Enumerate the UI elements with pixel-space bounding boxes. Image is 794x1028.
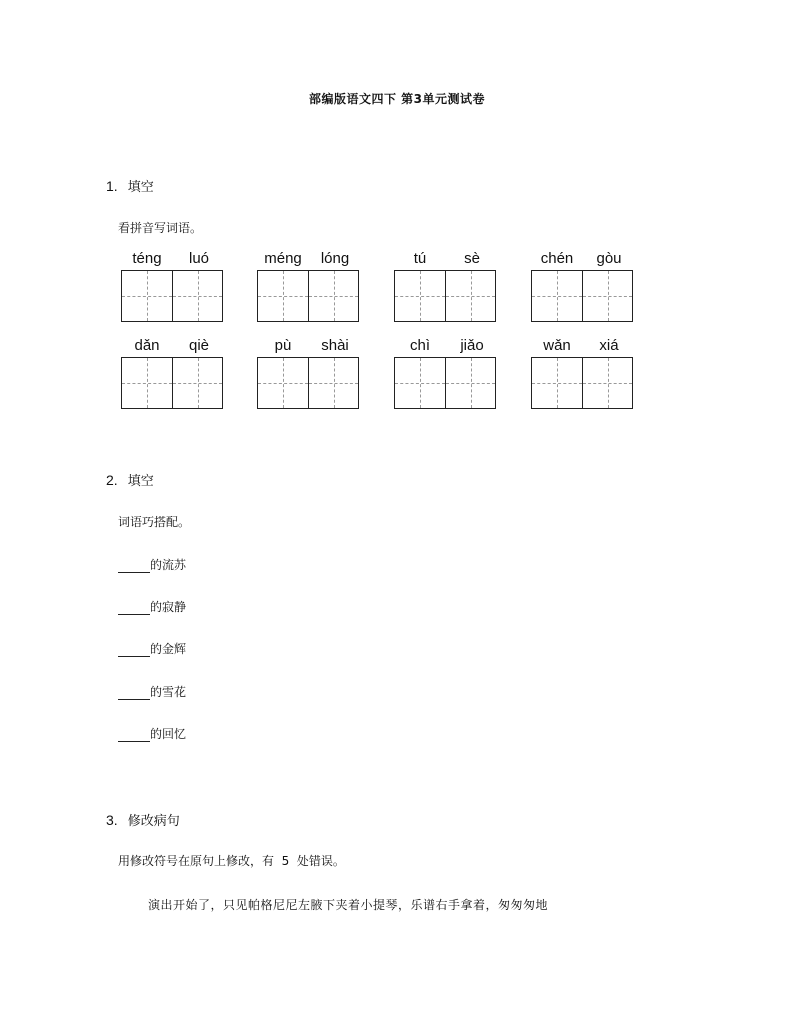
match-item-text: 的流苏 (150, 558, 187, 572)
writing-cell[interactable] (308, 271, 358, 321)
writing-boxes[interactable] (531, 270, 633, 322)
match-item-text: 的金辉 (150, 642, 187, 656)
section-3-heading (106, 810, 180, 829)
writing-cell[interactable] (445, 271, 495, 321)
pinyin-group (121, 250, 225, 322)
writing-cell[interactable] (122, 358, 172, 408)
pinyin-syllable: shài (321, 337, 349, 354)
pinyin-syllable: chì (409, 337, 430, 354)
pinyin-syllable: pù (274, 337, 292, 354)
pinyin-syllable: chén (540, 250, 574, 267)
pinyin-group (121, 337, 225, 409)
pinyin-syllable: sè (464, 250, 480, 267)
writing-cell[interactable] (395, 358, 445, 408)
answer-blank[interactable] (118, 687, 150, 700)
match-item-text: 的回忆 (150, 727, 187, 741)
pinyin-syllable: gòu (596, 250, 622, 267)
match-item-text: 的寂静 (150, 600, 187, 614)
faulty-sentence: 演出开始了，只见帕格尼尼左腋下夹着小提琴，乐谱右手拿着，匆匆匆地 (148, 898, 549, 912)
section-1-instruction: 看拼音写词语。 (118, 221, 203, 235)
section-2-instruction: 词语巧搭配。 (118, 515, 191, 529)
writing-boxes[interactable] (394, 270, 496, 322)
answer-blank[interactable] (118, 729, 150, 742)
pinyin-syllable: méng (264, 250, 302, 267)
answer-blank[interactable] (118, 644, 150, 657)
section-3-title: 修改病句 (127, 814, 180, 829)
pinyin-group (531, 250, 635, 322)
answer-blank[interactable] (118, 602, 150, 615)
pinyin-syllable: tú (413, 250, 427, 267)
pinyin-syllable: dǎn (134, 337, 160, 354)
answer-blank[interactable] (118, 560, 150, 573)
pinyin-group (257, 337, 361, 409)
section-1-heading (106, 176, 154, 195)
writing-boxes[interactable] (121, 357, 223, 409)
writing-cell[interactable] (258, 358, 308, 408)
writing-cell[interactable] (582, 358, 632, 408)
writing-cell[interactable] (258, 271, 308, 321)
section-1-title: 填空 (127, 180, 154, 195)
pinyin-syllable: qiè (188, 337, 210, 354)
page-title: 部编版语文四下 第3单元测试卷 (308, 92, 486, 106)
writing-cell[interactable] (172, 358, 222, 408)
match-item (118, 556, 186, 573)
pinyin-syllable: téng (132, 250, 162, 267)
match-item (118, 725, 186, 742)
section-2-title: 填空 (127, 474, 154, 489)
writing-boxes[interactable] (531, 357, 633, 409)
match-item-text: 的雪花 (150, 685, 187, 699)
pinyin-syllable: luó (188, 250, 210, 267)
writing-cell[interactable] (308, 358, 358, 408)
pinyin-syllable: jiǎo (460, 337, 484, 354)
match-item (118, 598, 186, 615)
section-2-heading (106, 470, 154, 489)
writing-cell[interactable] (532, 271, 582, 321)
pinyin-syllable: xiá (599, 337, 619, 354)
writing-cell[interactable] (532, 358, 582, 408)
match-item (118, 683, 186, 700)
writing-boxes[interactable] (121, 270, 223, 322)
writing-cell[interactable] (582, 271, 632, 321)
section-3-instruction: 用修改符号在原句上修改，有 5 处错误。 (118, 854, 345, 868)
writing-boxes[interactable] (257, 357, 359, 409)
match-item (118, 640, 186, 657)
pinyin-group (394, 337, 498, 409)
writing-cell[interactable] (395, 271, 445, 321)
pinyin-group (531, 337, 635, 409)
section-1-number: 1. (106, 178, 118, 194)
writing-cell[interactable] (172, 271, 222, 321)
pinyin-group (394, 250, 498, 322)
section-2-number: 2. (106, 472, 118, 488)
pinyin-syllable: wǎn (543, 337, 571, 354)
writing-boxes[interactable] (257, 270, 359, 322)
writing-boxes[interactable] (394, 357, 496, 409)
writing-cell[interactable] (122, 271, 172, 321)
writing-cell[interactable] (445, 358, 495, 408)
pinyin-syllable: lóng (320, 250, 350, 267)
pinyin-group (257, 250, 361, 322)
section-3-number: 3. (106, 812, 118, 828)
